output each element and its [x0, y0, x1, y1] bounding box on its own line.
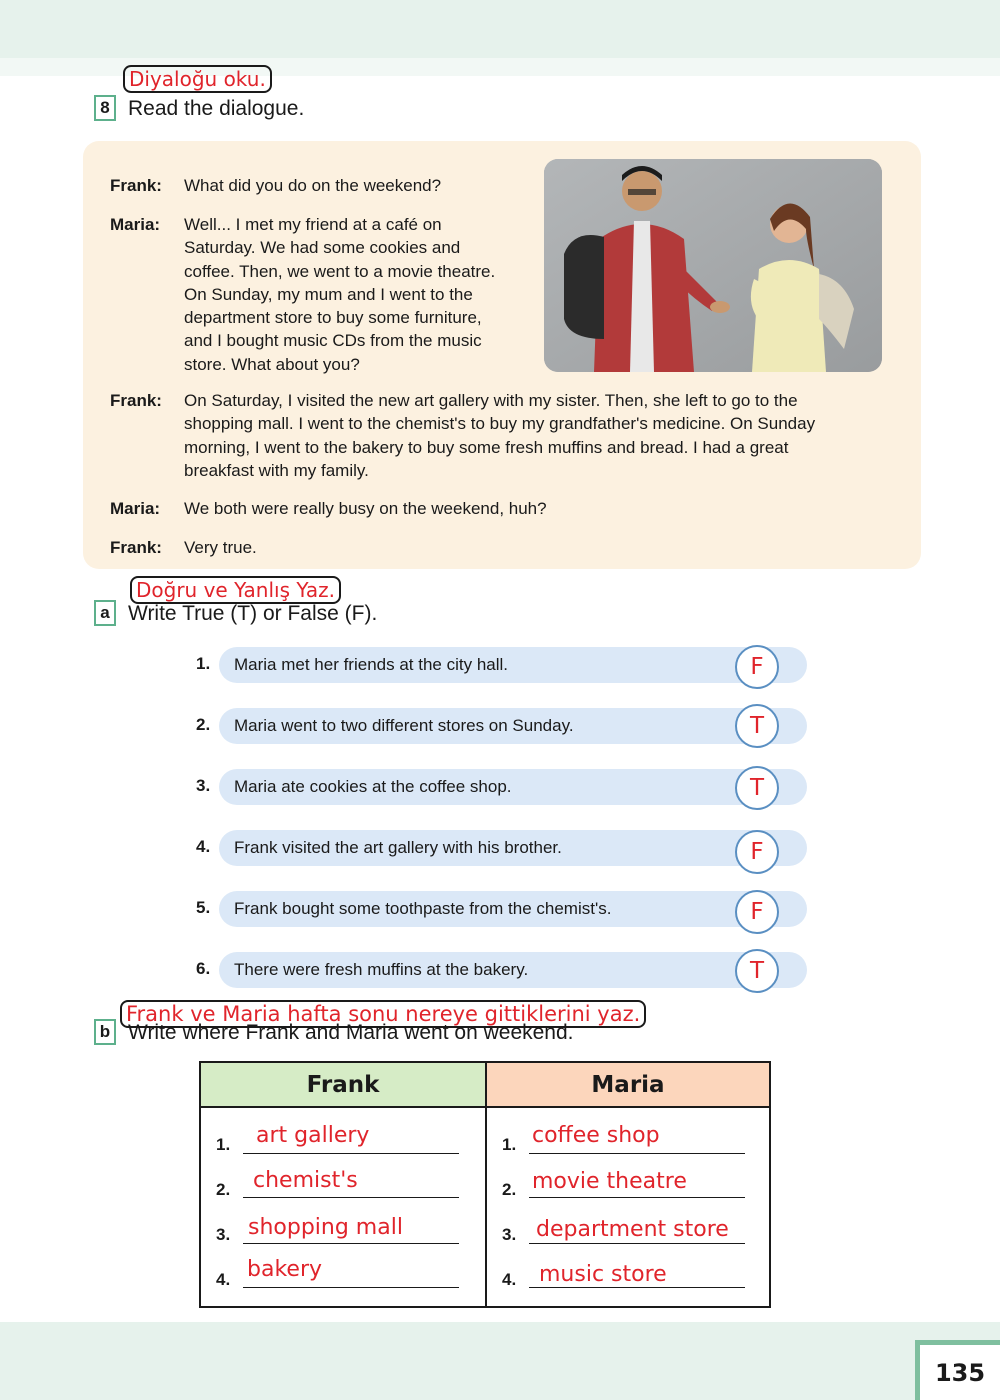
dialogue-line: On Sunday, my mum and I went to the	[184, 284, 473, 304]
frank-answer-line	[243, 1287, 459, 1288]
tf-statement: Maria went to two different stores on Sunday.	[234, 716, 574, 735]
frank-answer[interactable]: chemist's	[253, 1168, 358, 1193]
dialogue-speech-2	[184, 213, 495, 376]
maria-answer-line	[529, 1243, 745, 1244]
table-column-divider	[485, 1063, 487, 1306]
maria-answer-number: 3.	[502, 1225, 517, 1244]
section-b-title: Write where Frank and Maria went on weekend.	[128, 1021, 574, 1044]
maria-answer-number: 4.	[502, 1270, 517, 1289]
dialogue-speaker-3: Frank:	[110, 391, 162, 410]
dialogue-line: What did you do on the weekend?	[184, 176, 442, 195]
section-8-title: Read the dialogue.	[128, 97, 305, 120]
maria-answer[interactable]: department store	[536, 1217, 729, 1242]
section-b-number: b	[94, 1019, 116, 1045]
dialogue-line: Well... I met my friend at a café on	[184, 215, 442, 234]
frank-answer[interactable]: bakery	[247, 1257, 323, 1282]
top-band	[0, 0, 1000, 58]
tf-statement: There were fresh muffins at the bakery.	[234, 960, 529, 979]
tf-statement: Maria met her friends at the city hall.	[234, 655, 509, 674]
handnote-diyalog: Diyaloğu oku.	[123, 65, 272, 93]
dialogue-line: Saturday. We had some cookies and	[184, 238, 461, 258]
maria-answer-line	[529, 1197, 745, 1198]
dialogue-line: shopping mall. I went to the chemist's to buy my grandfather's medicine. On Sunday	[184, 414, 816, 434]
frank-answer-number: 2.	[216, 1180, 231, 1199]
maria-answer-number: 1.	[502, 1135, 517, 1154]
tf-answer-circle[interactable]: F	[735, 645, 779, 689]
frank-answer-number: 1.	[216, 1135, 231, 1154]
table-header-frank: Frank	[201, 1063, 485, 1108]
table-header-maria: Maria	[487, 1063, 769, 1108]
tf-number: 3.	[196, 776, 211, 795]
dialogue-line: breakfast with my family.	[184, 460, 369, 480]
frank-answer-number: 4.	[216, 1270, 231, 1289]
tf-statement: Maria ate cookies at the coffee shop.	[234, 777, 512, 796]
maria-answer-line	[529, 1287, 745, 1288]
places-table	[199, 1061, 771, 1308]
frank-answer-line	[243, 1243, 459, 1244]
maria-answer[interactable]: coffee shop	[532, 1123, 660, 1148]
dialogue-line: and I bought music CDs from the music	[184, 331, 482, 351]
handnote-dogru-yanlis: Doğru ve Yanlış Yaz.	[130, 576, 341, 604]
frank-answer[interactable]: art gallery	[256, 1123, 370, 1148]
maria-answer[interactable]: movie theatre	[532, 1169, 687, 1194]
maria-answer-line	[529, 1153, 745, 1154]
tf-answer-circle[interactable]: T	[735, 949, 779, 993]
dialogue-speaker-1: Frank:	[110, 176, 162, 195]
page-number-box	[915, 1340, 1000, 1400]
tf-number: 6.	[196, 959, 211, 978]
dialogue-speaker-2: Maria:	[110, 215, 161, 234]
dialogue-line: coffee. Then, we went to a movie theatre.	[184, 261, 496, 281]
tf-number: 2.	[196, 715, 211, 734]
dialogue-line: morning, I went to the bakery to buy some fresh muffins and bread. I had a great	[184, 437, 789, 457]
tf-statement: Frank bought some toothpaste from the chemist's.	[234, 899, 612, 918]
dialogue-speech-1	[184, 174, 441, 197]
section-8-number: 8	[94, 95, 116, 121]
tf-number: 1.	[196, 654, 211, 673]
two-people-talking-photo	[544, 159, 882, 372]
dialogue-speech-3	[184, 389, 904, 482]
dialogue-speech-4	[184, 497, 547, 520]
frank-answer-line	[243, 1197, 459, 1198]
dialogue-line: On Saturday, I visited the new art gallery with my sister. Then, she left to go to the	[184, 391, 798, 410]
frank-answer[interactable]: shopping mall	[248, 1215, 403, 1240]
section-a-title: Write True (T) or False (F).	[128, 602, 378, 625]
dialogue-line: department store to buy some furniture,	[184, 308, 482, 328]
tf-statement: Frank visited the art gallery with his brother.	[234, 838, 562, 857]
frank-answer-line	[243, 1153, 459, 1154]
maria-answer[interactable]: music store	[539, 1262, 667, 1287]
dialogue-speaker-4: Maria:	[110, 499, 161, 518]
dialogue-line: Very true.	[184, 538, 257, 557]
frank-answer-number: 3.	[216, 1225, 231, 1244]
tf-number: 4.	[196, 837, 211, 856]
dialogue-line: We both were really busy on the weekend, huh?	[184, 499, 547, 518]
bottom-band	[0, 1322, 1000, 1400]
page-number: 135	[920, 1345, 1000, 1400]
maria-answer-number: 2.	[502, 1180, 517, 1199]
section-a-number: a	[94, 600, 116, 626]
dialogue-line: store. What about you?	[184, 354, 360, 374]
tf-answer-circle[interactable]: T	[735, 766, 779, 810]
dialogue-speech-5	[184, 536, 257, 559]
tf-answer-circle[interactable]: F	[735, 830, 779, 874]
tf-number: 5.	[196, 898, 211, 917]
dialogue-speaker-5: Frank:	[110, 538, 162, 557]
tf-answer-circle[interactable]: F	[735, 890, 779, 934]
handnote-nereye: Frank ve Maria hafta sonu nereye gittiklerini yaz.	[120, 1000, 646, 1028]
tf-answer-circle[interactable]: T	[735, 704, 779, 748]
